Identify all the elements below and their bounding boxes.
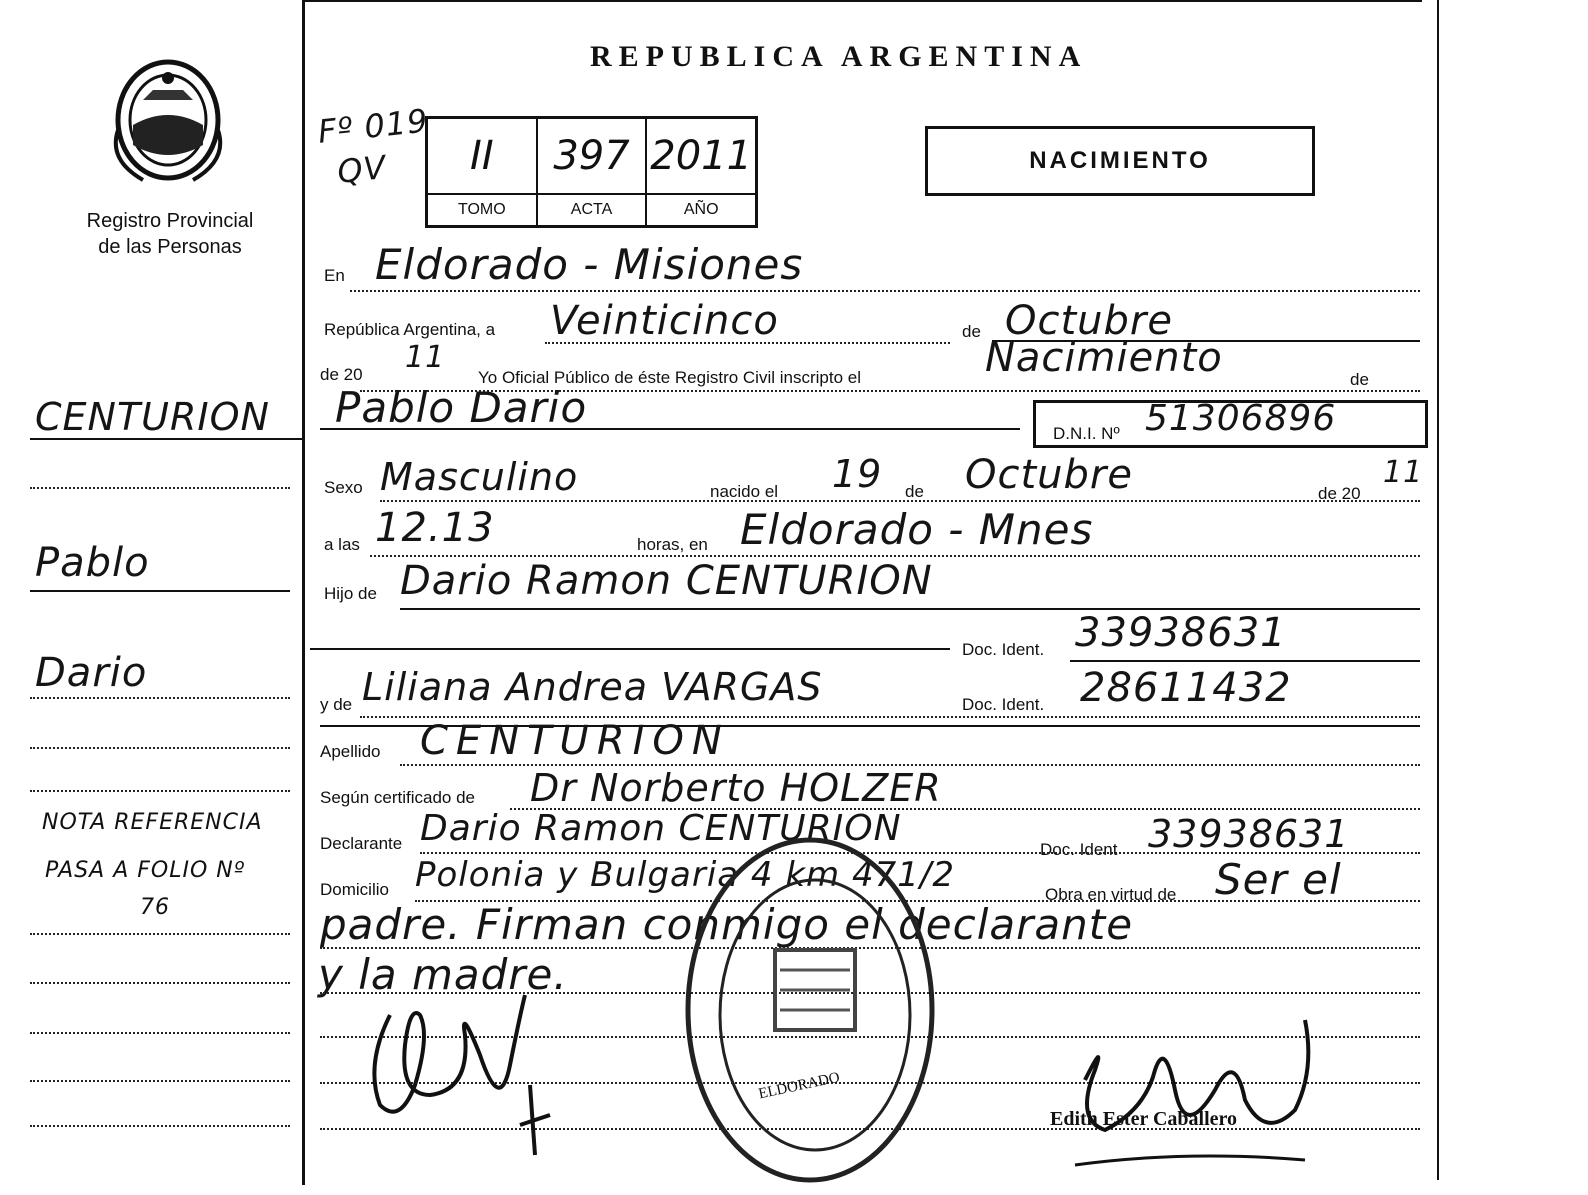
sexo-label: Sexo — [324, 478, 363, 497]
acta-label: ACTA — [538, 195, 648, 225]
acta-value: 397 — [538, 119, 648, 193]
official-stamp-icon — [680, 820, 940, 1190]
sidebar-note-line1: NOTA REFERENCIA — [42, 810, 263, 835]
sidebar-line — [30, 933, 290, 935]
certificado-value: Dr Norberto HOLZER — [530, 766, 942, 810]
document-title: REPUBLICA ARGENTINA — [590, 40, 1088, 73]
apellido-value: CENTURION — [420, 718, 730, 764]
declarant-signature-icon — [360, 975, 560, 1165]
segun-label: Según certificado de — [320, 788, 475, 807]
domicilio-value: Polonia y Bulgaria 4 km 471/2 — [415, 855, 955, 895]
de-label2: de — [1350, 370, 1369, 389]
sidebar-line — [30, 747, 290, 749]
official-signature-icon — [1065, 1010, 1325, 1180]
official-name: Edith Ester Caballero — [1050, 1108, 1238, 1130]
nacido-label: nacido el — [710, 482, 779, 501]
sidebar-line — [30, 487, 290, 489]
registry-line2: de las Personas — [98, 236, 242, 258]
doc-label1: Doc. Ident. — [962, 640, 1045, 659]
republica-label: República Argentina, a — [324, 320, 496, 339]
dni-label: D.N.I. Nº — [1053, 424, 1120, 443]
sidebar-surname: CENTURION — [35, 395, 270, 439]
record-type-box: NACIMIENTO — [925, 126, 1315, 196]
sidebar-name2: Dario — [35, 650, 148, 696]
nombre-value: Pablo Dario — [335, 383, 588, 432]
declarante-value: Dario Ramon CENTURION — [420, 808, 902, 849]
padre-doc: 33938631 — [1075, 610, 1287, 656]
tomo-label: TOMO — [428, 195, 538, 225]
doc-label2: Doc. Ident. — [962, 695, 1045, 714]
anio-value: 2011 — [650, 132, 753, 179]
alas-label: a las — [324, 535, 360, 554]
month-value: Octubre — [1005, 298, 1173, 344]
obra-label: Obra en virtud de — [1045, 885, 1177, 904]
doc-label3: Doc. Ident — [1040, 840, 1118, 859]
sidebar-line — [30, 697, 290, 699]
birth-year: 11 — [1383, 455, 1424, 490]
folio-note — [316, 99, 435, 194]
registry-line1: Registro Provincial — [86, 210, 254, 232]
cont-line2: y la madre. — [318, 950, 568, 999]
madre-doc: 28611432 — [1080, 665, 1292, 711]
sidebar-line — [30, 1080, 290, 1082]
folio-line1: Fº 019 — [316, 101, 431, 151]
registry-seal-icon — [103, 50, 233, 190]
sidebar-line — [30, 982, 290, 984]
declarante-doc: 33938631 — [1148, 812, 1350, 856]
hijo-label: Hijo de — [324, 584, 377, 603]
alas-line — [370, 555, 1420, 557]
padre-value: Dario Ramon CENTURION — [400, 558, 933, 604]
obra-value: Ser el — [1215, 855, 1342, 904]
apellido-label: Apellido — [320, 742, 381, 761]
lugar-value: Eldorado - Mnes — [740, 505, 1094, 554]
sidebar-note-line3: 76 — [140, 895, 170, 920]
de-label: de — [962, 322, 981, 341]
sexo-line — [380, 500, 1420, 502]
de20-label2: de 20 — [1318, 484, 1361, 503]
form-right-border — [1437, 0, 1439, 1180]
en-line — [350, 290, 1420, 292]
madre-value: Liliana Andrea VARGAS — [362, 665, 823, 709]
acto-value: Nacimiento — [985, 335, 1223, 381]
sexo-value: Masculino — [380, 455, 579, 499]
padre-extra-line — [310, 648, 950, 650]
oficial-label: Yo Oficial Público de éste Registro Civil inscripto el — [478, 368, 861, 387]
hora-value: 12.13 — [375, 505, 495, 551]
en-value: Eldorado - Misiones — [375, 240, 804, 289]
anio-label: AÑO — [683, 200, 719, 218]
sidebar-name1: Pablo — [35, 540, 150, 586]
form-top-border — [302, 0, 1422, 2]
domicilio-label: Domicilio — [320, 880, 389, 899]
declarante-label: Declarante — [320, 834, 403, 853]
de-label3: de — [905, 482, 924, 501]
padre-doc-line — [1070, 660, 1420, 662]
en-label: En — [324, 266, 345, 285]
birth-month: Octubre — [965, 452, 1133, 498]
dni-value: 51306896 — [1145, 398, 1337, 439]
sidebar-line — [30, 790, 290, 792]
republica-line — [545, 342, 950, 344]
de20-label: de 20 — [320, 365, 363, 384]
day-value: Veinticinco — [550, 298, 779, 344]
form-left-border — [302, 0, 305, 1185]
year-value: 11 — [405, 340, 446, 375]
record-grid — [425, 116, 758, 228]
horas-label: horas, en — [637, 535, 708, 554]
yde-label: y de — [320, 695, 353, 714]
sidebar-line — [30, 590, 290, 592]
sidebar-line — [30, 1125, 290, 1127]
nombre-line — [320, 428, 1020, 430]
registry-name — [40, 208, 300, 260]
sidebar-line — [30, 438, 302, 440]
sidebar-note-line2: PASA A FOLIO Nº — [45, 858, 246, 883]
birth-day: 19 — [832, 452, 883, 496]
sidebar-line — [30, 1032, 290, 1034]
cont-line1: padre. Firman conmigo el declarante — [320, 900, 1134, 949]
tomo-value: II — [428, 119, 538, 193]
stamp-city: ELDORADO — [757, 1069, 842, 1103]
folio-line2: QV — [335, 148, 389, 192]
